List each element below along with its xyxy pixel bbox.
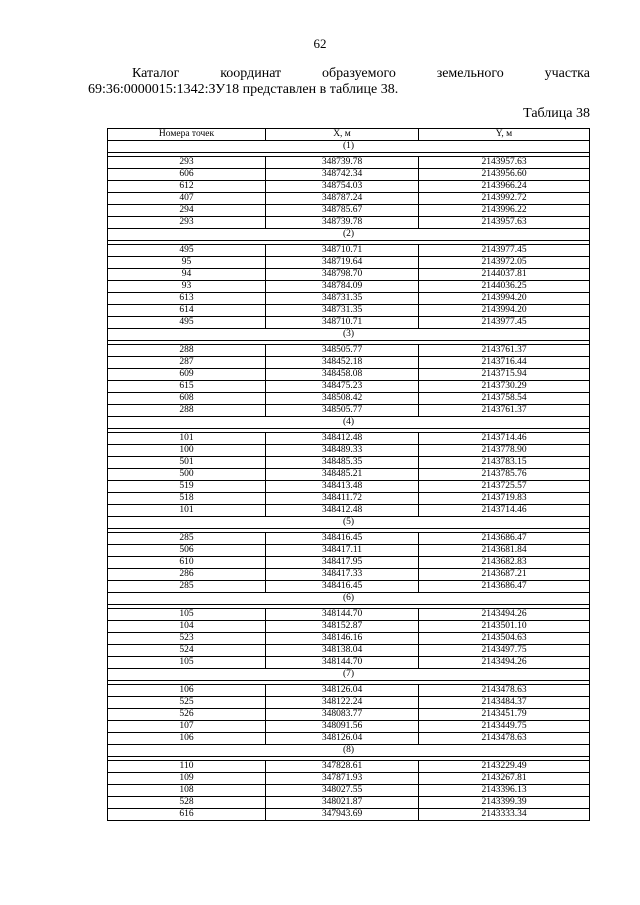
cell-x: 348505.77	[266, 345, 419, 357]
cell-y: 2143494.26	[419, 657, 590, 669]
cell-y: 2143229.49	[419, 761, 590, 773]
cell-point-number: 609	[108, 369, 266, 381]
cell-y: 2143494.26	[419, 609, 590, 621]
table-row	[108, 773, 590, 785]
table-row	[108, 505, 590, 517]
table-row	[108, 357, 590, 369]
table-row	[108, 169, 590, 181]
table-row	[108, 609, 590, 621]
group-label: (4)	[108, 417, 590, 429]
cell-x: 348126.04	[266, 685, 419, 697]
cell-x: 347943.69	[266, 809, 419, 821]
cell-y: 2143716.44	[419, 357, 590, 369]
cell-y: 2143730.29	[419, 381, 590, 393]
cell-y: 2143966.24	[419, 181, 590, 193]
group-label: (3)	[108, 329, 590, 341]
cell-y: 2143501.10	[419, 621, 590, 633]
page-number: 62	[313, 36, 327, 51]
cell-x: 348411.72	[266, 493, 419, 505]
intro-paragraph	[88, 66, 590, 98]
table-row	[108, 317, 590, 329]
cell-x: 348739.78	[266, 217, 419, 229]
table-row	[108, 785, 590, 797]
cell-point-number: 612	[108, 181, 266, 193]
cell-point-number: 525	[108, 697, 266, 709]
cell-y: 2143714.46	[419, 505, 590, 517]
cell-y: 2143785.76	[419, 469, 590, 481]
cell-point-number: 495	[108, 245, 266, 257]
cell-x: 348508.42	[266, 393, 419, 405]
table-row	[108, 733, 590, 745]
cell-y: 2143957.63	[419, 217, 590, 229]
cell-y: 2143977.45	[419, 317, 590, 329]
table-row	[108, 645, 590, 657]
group-label: (1)	[108, 141, 590, 153]
cell-x: 348413.48	[266, 481, 419, 493]
table-group-row	[108, 517, 590, 529]
table-row	[108, 305, 590, 317]
cell-y: 2143484.37	[419, 697, 590, 709]
table-row	[108, 381, 590, 393]
cell-point-number: 104	[108, 621, 266, 633]
cell-point-number: 506	[108, 545, 266, 557]
cell-y: 2143996.22	[419, 205, 590, 217]
cell-y: 2143478.63	[419, 685, 590, 697]
cell-point-number: 100	[108, 445, 266, 457]
group-label: (5)	[108, 517, 590, 529]
cell-point-number: 614	[108, 305, 266, 317]
cell-x: 348798.70	[266, 269, 419, 281]
table-row	[108, 493, 590, 505]
group-label: (6)	[108, 593, 590, 605]
table-row	[108, 393, 590, 405]
cell-x: 348126.04	[266, 733, 419, 745]
table-group-row	[108, 417, 590, 429]
cell-point-number: 519	[108, 481, 266, 493]
cell-x: 348122.24	[266, 697, 419, 709]
cell-x: 348416.45	[266, 533, 419, 545]
table-row	[108, 809, 590, 821]
group-label: (7)	[108, 669, 590, 681]
table-row	[108, 181, 590, 193]
cell-x: 348144.70	[266, 657, 419, 669]
cell-x: 348785.67	[266, 205, 419, 217]
header-point-numbers: Номера точек	[108, 129, 266, 141]
table-row	[108, 405, 590, 417]
cell-y: 2144037.81	[419, 269, 590, 281]
table-row	[108, 633, 590, 645]
cell-point-number: 106	[108, 733, 266, 745]
coordinates-table	[107, 128, 590, 821]
cell-x: 348412.48	[266, 505, 419, 517]
cell-x: 348710.71	[266, 245, 419, 257]
cell-y: 2143758.54	[419, 393, 590, 405]
cell-x: 348739.78	[266, 157, 419, 169]
cell-x: 348719.64	[266, 257, 419, 269]
cell-point-number: 286	[108, 569, 266, 581]
table-row	[108, 293, 590, 305]
table-row	[108, 697, 590, 709]
cell-y: 2143761.37	[419, 405, 590, 417]
table-row	[108, 269, 590, 281]
header-y: Y, м	[419, 129, 590, 141]
cell-x: 348754.03	[266, 181, 419, 193]
intro-word: образуемого	[322, 66, 396, 81]
cell-point-number: 287	[108, 357, 266, 369]
cell-point-number: 101	[108, 505, 266, 517]
cell-y: 2143449.75	[419, 721, 590, 733]
cell-point-number: 106	[108, 685, 266, 697]
table-row	[108, 657, 590, 669]
cell-y: 2143686.47	[419, 533, 590, 545]
cell-point-number: 524	[108, 645, 266, 657]
cell-x: 348787.24	[266, 193, 419, 205]
cell-x: 348731.35	[266, 305, 419, 317]
cell-x: 348146.16	[266, 633, 419, 645]
table-header-row	[108, 129, 590, 141]
cell-point-number: 293	[108, 157, 266, 169]
table-group-row	[108, 669, 590, 681]
intro-word: участка	[544, 66, 590, 81]
cell-point-number: 288	[108, 405, 266, 417]
cell-x: 348417.95	[266, 557, 419, 569]
cell-x: 348083.77	[266, 709, 419, 721]
header-x: X, м	[266, 129, 419, 141]
table-row	[108, 245, 590, 257]
intro-line-2: 69:36:0000015:1342:ЗУ18 представлен в таблице 38.	[88, 82, 399, 97]
group-label: (8)	[108, 745, 590, 757]
cell-point-number: 615	[108, 381, 266, 393]
table-row	[108, 469, 590, 481]
cell-point-number: 107	[108, 721, 266, 733]
table-row	[108, 157, 590, 169]
cell-y: 2143783.15	[419, 457, 590, 469]
intro-word: координат	[220, 66, 282, 81]
table-row	[108, 433, 590, 445]
table-row	[108, 445, 590, 457]
table-group-row	[108, 745, 590, 757]
table-row	[108, 709, 590, 721]
cell-y: 2143719.83	[419, 493, 590, 505]
cell-x: 348021.87	[266, 797, 419, 809]
cell-point-number: 105	[108, 657, 266, 669]
cell-point-number: 109	[108, 773, 266, 785]
cell-y: 2143682.83	[419, 557, 590, 569]
cell-point-number: 616	[108, 809, 266, 821]
cell-y: 2143681.84	[419, 545, 590, 557]
cell-point-number: 293	[108, 217, 266, 229]
cell-x: 348489.33	[266, 445, 419, 457]
cell-point-number: 294	[108, 205, 266, 217]
table-row	[108, 621, 590, 633]
cell-y: 2143994.20	[419, 305, 590, 317]
cell-x: 348138.04	[266, 645, 419, 657]
cell-y: 2143333.34	[419, 809, 590, 821]
cell-y: 2143451.79	[419, 709, 590, 721]
table-row	[108, 369, 590, 381]
cell-point-number: 610	[108, 557, 266, 569]
cell-x: 348485.21	[266, 469, 419, 481]
cell-point-number: 285	[108, 533, 266, 545]
cell-y: 2144036.25	[419, 281, 590, 293]
table-row	[108, 721, 590, 733]
cell-x: 348412.48	[266, 433, 419, 445]
table-row	[108, 205, 590, 217]
cell-y: 2143778.90	[419, 445, 590, 457]
cell-y: 2143687.21	[419, 569, 590, 581]
cell-y: 2143497.75	[419, 645, 590, 657]
table-row	[108, 533, 590, 545]
cell-point-number: 285	[108, 581, 266, 593]
cell-y: 2143761.37	[419, 345, 590, 357]
cell-x: 347828.61	[266, 761, 419, 773]
cell-point-number: 108	[108, 785, 266, 797]
cell-point-number: 500	[108, 469, 266, 481]
cell-y: 2143972.05	[419, 257, 590, 269]
cell-x: 348784.09	[266, 281, 419, 293]
table-row	[108, 557, 590, 569]
table-group-row	[108, 329, 590, 341]
cell-y: 2143686.47	[419, 581, 590, 593]
cell-y: 2143956.60	[419, 169, 590, 181]
cell-point-number: 613	[108, 293, 266, 305]
cell-y: 2143714.46	[419, 433, 590, 445]
cell-y: 2143994.20	[419, 293, 590, 305]
cell-y: 2143957.63	[419, 157, 590, 169]
cell-x: 348742.34	[266, 169, 419, 181]
cell-point-number: 518	[108, 493, 266, 505]
intro-line-1	[88, 66, 590, 82]
cell-point-number: 110	[108, 761, 266, 773]
cell-x: 348710.71	[266, 317, 419, 329]
cell-y: 2143715.94	[419, 369, 590, 381]
cell-y: 2143267.81	[419, 773, 590, 785]
table-body	[108, 141, 590, 821]
table-row	[108, 457, 590, 469]
table-row	[108, 685, 590, 697]
cell-x: 348417.33	[266, 569, 419, 581]
cell-x: 348152.87	[266, 621, 419, 633]
cell-x: 348731.35	[266, 293, 419, 305]
cell-point-number: 608	[108, 393, 266, 405]
cell-x: 348475.23	[266, 381, 419, 393]
table-row	[108, 217, 590, 229]
cell-point-number: 528	[108, 797, 266, 809]
table-row	[108, 797, 590, 809]
cell-y: 2143504.63	[419, 633, 590, 645]
cell-point-number: 94	[108, 269, 266, 281]
cell-point-number: 407	[108, 193, 266, 205]
cell-point-number: 93	[108, 281, 266, 293]
cell-y: 2143992.72	[419, 193, 590, 205]
cell-point-number: 523	[108, 633, 266, 645]
cell-y: 2143396.13	[419, 785, 590, 797]
cell-x: 348417.11	[266, 545, 419, 557]
cell-point-number: 105	[108, 609, 266, 621]
cell-point-number: 495	[108, 317, 266, 329]
table-row	[108, 581, 590, 593]
table-row	[108, 345, 590, 357]
cell-y: 2143725.57	[419, 481, 590, 493]
cell-x: 348452.18	[266, 357, 419, 369]
cell-y: 2143478.63	[419, 733, 590, 745]
cell-y: 2143399.39	[419, 797, 590, 809]
intro-word: земельного	[436, 66, 504, 81]
cell-x: 348091.56	[266, 721, 419, 733]
cell-x: 348458.08	[266, 369, 419, 381]
cell-point-number: 526	[108, 709, 266, 721]
cell-x: 348416.45	[266, 581, 419, 593]
cell-x: 348505.77	[266, 405, 419, 417]
cell-y: 2143977.45	[419, 245, 590, 257]
table-caption: Таблица 38	[523, 106, 590, 121]
table-row	[108, 193, 590, 205]
table-group-row	[108, 593, 590, 605]
cell-x: 347871.93	[266, 773, 419, 785]
table-row	[108, 569, 590, 581]
table-row	[108, 761, 590, 773]
cell-x: 348027.55	[266, 785, 419, 797]
cell-point-number: 101	[108, 433, 266, 445]
cell-point-number: 501	[108, 457, 266, 469]
table-row	[108, 481, 590, 493]
group-label: (2)	[108, 229, 590, 241]
cell-x: 348144.70	[266, 609, 419, 621]
table-row	[108, 545, 590, 557]
table-group-row	[108, 141, 590, 153]
cell-point-number: 288	[108, 345, 266, 357]
cell-point-number: 606	[108, 169, 266, 181]
intro-word: Каталог	[132, 66, 180, 81]
cell-x: 348485.35	[266, 457, 419, 469]
table-row	[108, 281, 590, 293]
table-group-row	[108, 229, 590, 241]
table-row	[108, 257, 590, 269]
cell-point-number: 95	[108, 257, 266, 269]
